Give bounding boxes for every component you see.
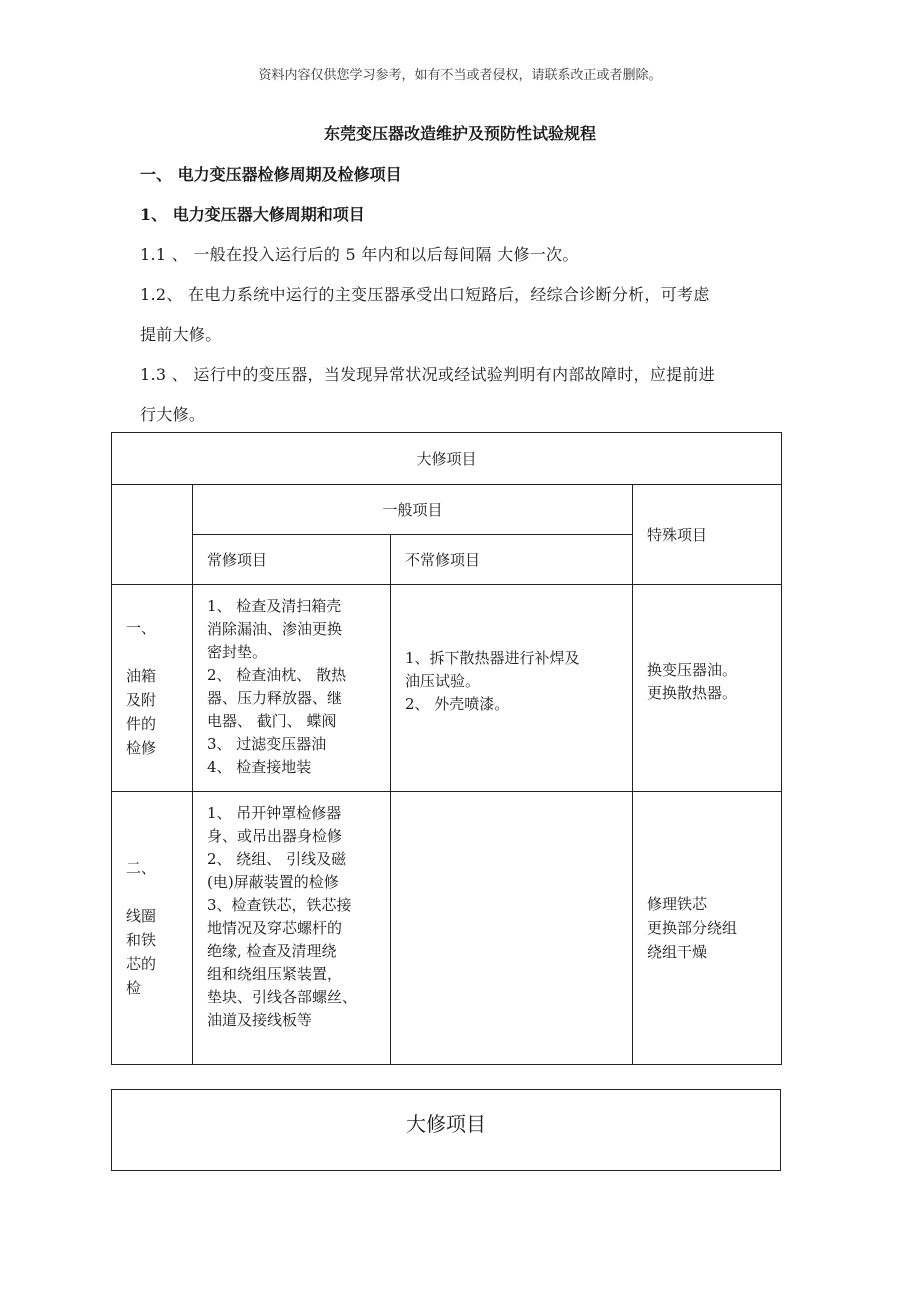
paragraph-1-2-line1: 1.2、 在电力系统中运行的主变压器承受出口短路后，经综合诊断分析，可考虑 <box>140 285 710 304</box>
paragraph-1-2-line2: 提前大修。 <box>140 325 222 344</box>
special-cell-coil-core: 修理铁芯 更换部分绕组 绕组干燥 <box>633 791 782 1064</box>
overhaul-items-table-2 <box>111 1089 781 1171</box>
row-label-coil-core: 二、 线圈 和铁 芯的 检 <box>112 791 193 1064</box>
paragraph-1-3-line2: 行大修。 <box>140 405 206 424</box>
table-title: 大修项目 <box>112 433 782 485</box>
table2-title: 大修项目 <box>406 1112 486 1136</box>
overhaul-items-table <box>111 432 782 1065</box>
general-items-header: 一般项目 <box>193 485 633 535</box>
special-items-header: 特殊项目 <box>633 485 782 585</box>
paragraph-1-3-line1: 1.3 、 运行中的变压器，当发现异常状况或经试验判明有内部故障时，应提前进 <box>140 365 716 384</box>
section-heading: 一、 电力变压器检修周期及检修项目 <box>140 165 402 184</box>
special-cell-oil-tank: 换变压器油。 更换散热器。 <box>633 585 782 791</box>
row-label-oil-tank: 一、 油箱 及附 件的 检修 <box>112 585 193 791</box>
routine-cell-oil-tank: 1、 检查及清扫箱壳 消除漏油、渗油更换 密封垫。 2、 检查油枕、 散热 器、压力释放器、继 电器、 截门、 蝶阀 3、 过滤变压器油 4、 检查接地装 <box>193 585 391 791</box>
routine-cell-coil-core: 1、 吊开钟罩检修器 身、或吊出器身检修 2、 绕组、 引线及磁 (电)屏蔽装置的检修 3、检查铁芯，铁芯接 地情况及穿芯螺杆的 绝缘, 检查及清理绕 组和绕组压紧装置， 垫块、引线各部螺丝、 油道及接线板等 <box>193 791 391 1064</box>
paragraph-1-1: 1.1 、 一般在投入运行后的 5 年内和以后每间隔 大修一次。 <box>140 245 579 264</box>
nonroutine-cell-coil-core <box>391 791 633 1064</box>
subsection-heading: 1、 电力变压器大修周期和项目 <box>140 205 365 224</box>
disclaimer-header: 资料内容仅供您学习参考，如有不当或者侵权，请联系改正或者删除。 <box>258 68 662 83</box>
empty-corner-cell <box>112 485 193 585</box>
routine-items-header: 常修项目 <box>193 535 391 585</box>
nonroutine-cell-oil-tank: 1、拆下散热器进行补焊及 油压试验。 2、 外壳喷漆。 <box>391 585 633 791</box>
nonroutine-items-header: 不常修项目 <box>391 535 633 585</box>
document-title: 东莞变压器改造维护及预防性试验规程 <box>323 124 596 143</box>
